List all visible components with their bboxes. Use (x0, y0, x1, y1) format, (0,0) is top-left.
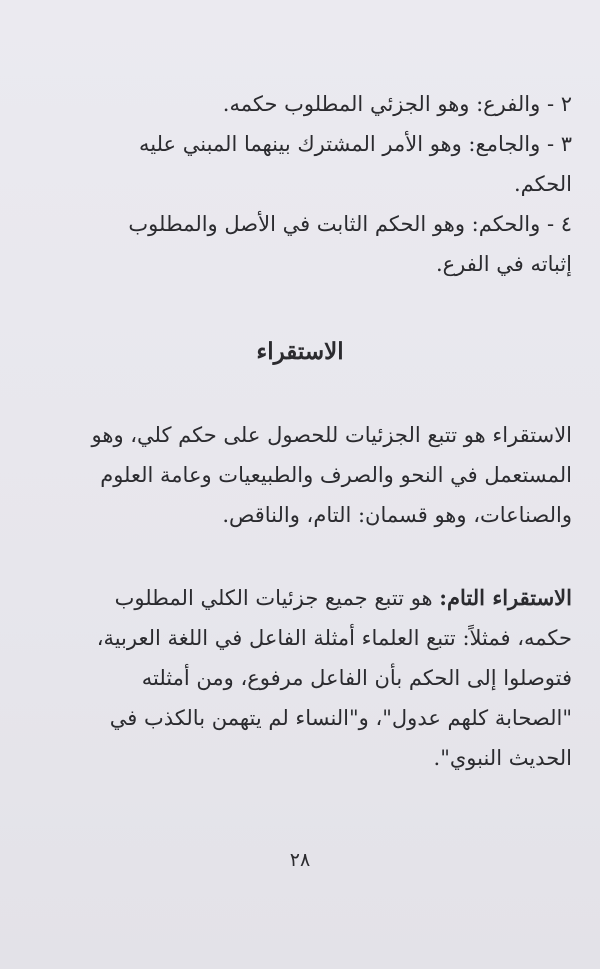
paragraph-line: الحديث النبوي". (433, 746, 572, 770)
paragraph-istiqra (91, 415, 572, 535)
paragraph-line: حكمه، فمثلاً: تتبع العلماء أمثلة الفاعل في اللغة العربية، (96, 626, 572, 650)
term-label: الاستقراء التام: (439, 585, 572, 610)
list-item-jami: ٣ - والجامع: وهو الأمر المشترك بينهما المبني عليه (138, 132, 572, 156)
conditions-list (98, 84, 572, 284)
list-item-hukm: ٤ - والحكم: وهو الحكم الثابت في الأصل والمطلوب (128, 212, 572, 236)
paragraph-line: المستعمل في النحو والصرف والطبيعيات وعامة العلوم (100, 463, 572, 487)
paragraph-line: والصناعات، وهو قسمان: التام، والناقص. (222, 503, 572, 527)
list-item-jami-cont: الحكم. (513, 172, 572, 196)
paragraph-istiqra-tam (98, 578, 572, 778)
term-definition: هو تتبع جميع جزئيات الكلي المطلوب (114, 586, 440, 610)
page-number: ٢٨ (289, 849, 311, 871)
list-item-far: ٢ - والفرع: وهو الجزئي المطلوب حكمه. (222, 92, 572, 116)
paragraph-line: الاستقراء هو تتبع الجزئيات للحصول على حكم كلي، وهو (91, 423, 572, 447)
list-item-hukm-cont: إثباته في الفرع. (435, 252, 572, 276)
paragraph-line: فتوصلوا إلى الحكم بأن الفاعل مرفوع، ومن أمثلته (141, 666, 572, 690)
paragraph-line (98, 578, 572, 618)
paragraph-line: "الصحابة كلهم عدول"، و"النساء لم يتهمن بالكذب في (109, 706, 572, 730)
section-heading: الاستقراء (256, 338, 344, 365)
